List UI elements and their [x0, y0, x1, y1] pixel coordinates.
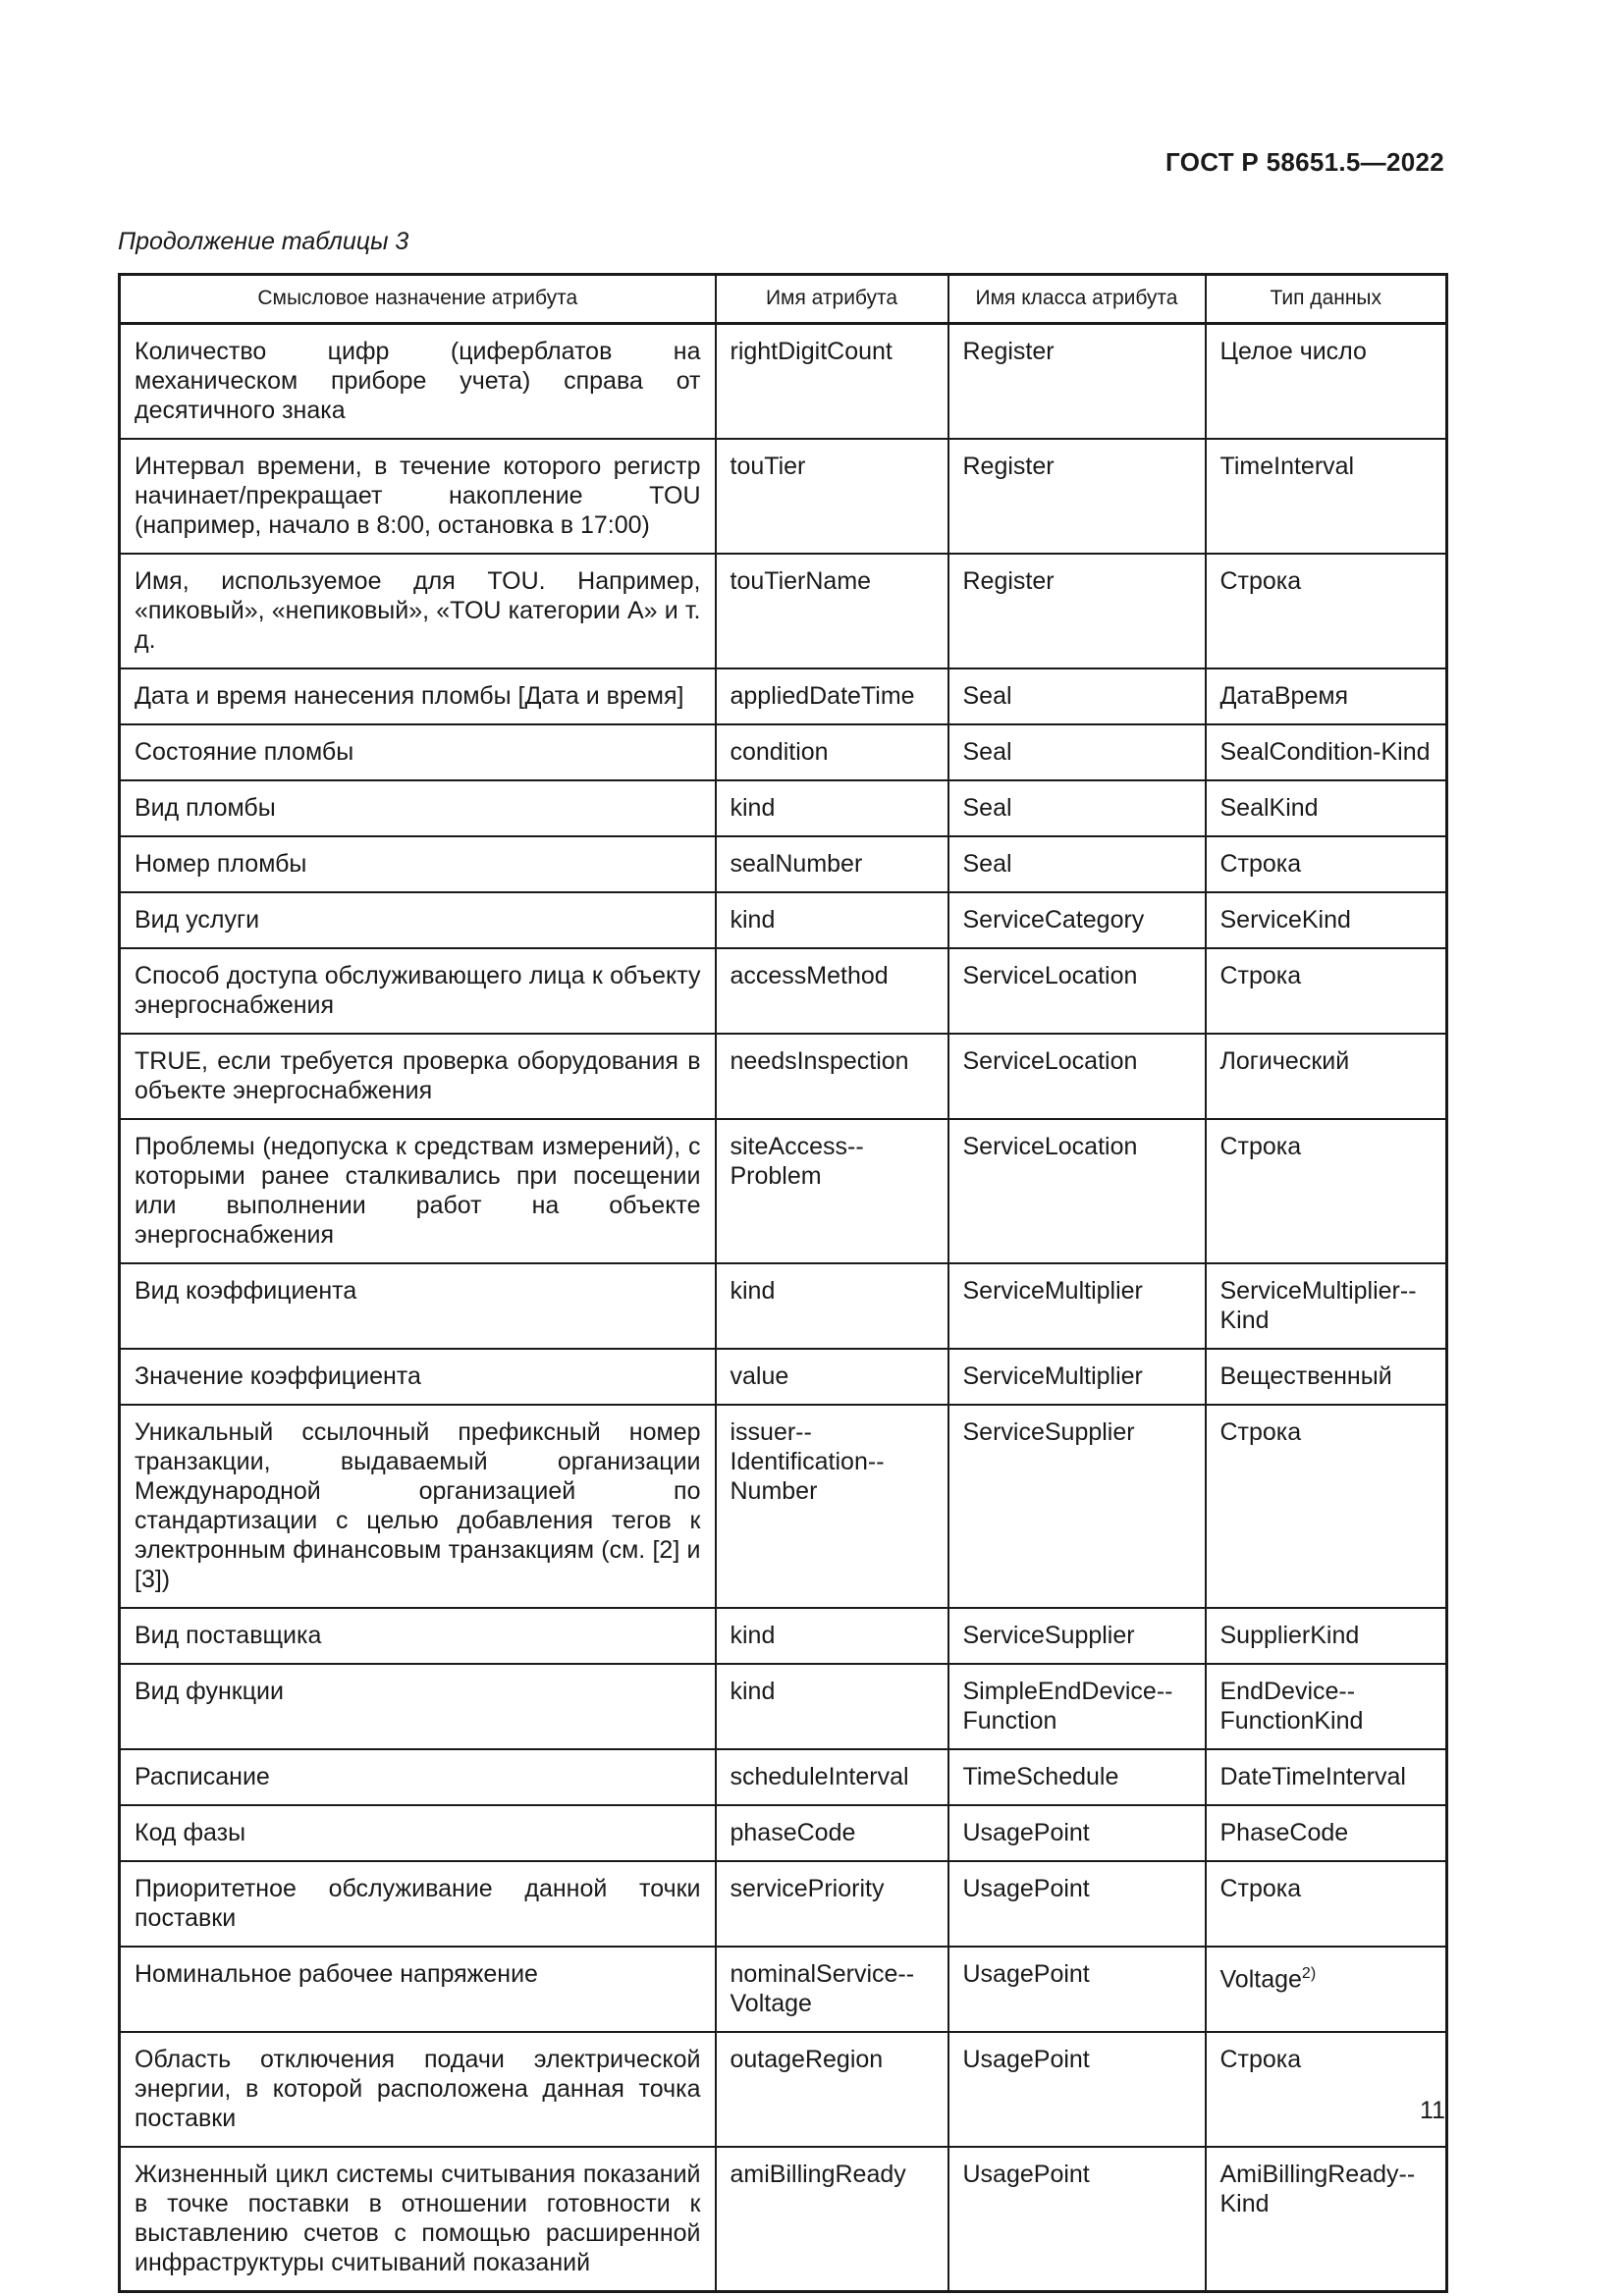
- cell-attribute-name: [716, 836, 948, 892]
- cell-attribute-purpose-text: Интервал времени, в течение которого регистр начинает/прекращает накопление TOU (например, начало в 8:00, остановка в 17:00): [135, 453, 701, 539]
- cell-data-type-text: Строка: [1219, 962, 1302, 989]
- table-row: [120, 892, 1447, 948]
- cell-attribute-purpose-text: Состояние пломбы: [135, 738, 354, 766]
- header-attribute-name: Имя атрибута: [716, 275, 948, 324]
- cell-data-type: [1206, 554, 1447, 668]
- table-row: [120, 724, 1447, 780]
- cell-attribute-purpose: [120, 1664, 716, 1749]
- cell-attribute-purpose-text: Приоритетное обслуживание данной точки поставки: [135, 1875, 701, 1932]
- cell-attribute-purpose: [120, 1119, 716, 1263]
- cell-attribute-purpose-text: Вид пломбы: [135, 794, 276, 822]
- cell-attribute-name: [716, 1405, 948, 1608]
- cell-attribute-name: [716, 1608, 948, 1664]
- cell-attribute-name: [716, 1805, 948, 1861]
- cell-attribute-purpose: [120, 836, 716, 892]
- cell-data-type-text: Строка: [1219, 850, 1302, 878]
- cell-attribute-class-text: UsagePoint: [962, 1960, 1090, 1988]
- cell-attribute-class-text: Seal: [962, 850, 1012, 878]
- cell-data-type: [1206, 1664, 1447, 1749]
- cell-attribute-name-text: accessMethod: [730, 962, 889, 989]
- cell-attribute-purpose-text: Область отключения подачи электрической энергии, в которой расположена данная точка поставки: [135, 2046, 701, 2132]
- cell-attribute-purpose: [120, 1405, 716, 1608]
- cell-attribute-purpose: [120, 1263, 716, 1349]
- cell-attribute-purpose: [120, 554, 716, 668]
- cell-data-type: [1206, 892, 1447, 948]
- cell-attribute-purpose: [120, 439, 716, 554]
- cell-attribute-class: [948, 668, 1206, 724]
- cell-attribute-name: [716, 668, 948, 724]
- cell-data-type-text: TimeInterval: [1219, 453, 1355, 480]
- cell-attribute-purpose-text: TRUE, если требуется проверка оборудования в объекте энергоснабжения: [135, 1047, 701, 1104]
- cell-attribute-purpose: [120, 2147, 716, 2292]
- table-row: [120, 2147, 1447, 2292]
- cell-data-type-text: AmiBillingReady-Kind: [1219, 2161, 1416, 2217]
- cell-attribute-class: [948, 1034, 1206, 1119]
- cell-attribute-name: [716, 724, 948, 780]
- cell-attribute-purpose-text: Вид функции: [135, 1678, 284, 1705]
- cell-data-type-text: Вещественный: [1219, 1362, 1392, 1390]
- cell-attribute-name: [716, 324, 948, 440]
- document-code: ГОСТ Р 58651.5—2022: [1165, 147, 1444, 177]
- cell-attribute-name: [716, 1861, 948, 1947]
- cell-data-type: [1206, 324, 1447, 440]
- cell-attribute-purpose: [120, 1947, 716, 2032]
- cell-attribute-purpose: [120, 1349, 716, 1405]
- cell-attribute-name-text: kind: [730, 1622, 776, 1649]
- cell-attribute-purpose: [120, 668, 716, 724]
- table-continuation-label: Продолжение таблицы 3: [118, 228, 409, 255]
- cell-attribute-purpose: [120, 1749, 716, 1805]
- cell-attribute-purpose: [120, 1861, 716, 1947]
- cell-attribute-purpose-text: Вид коэффициента: [135, 1277, 357, 1305]
- cell-attribute-class: [948, 1805, 1206, 1861]
- cell-attribute-purpose: [120, 2032, 716, 2147]
- cell-data-type: [1206, 1947, 1447, 2032]
- cell-attribute-name: [716, 1349, 948, 1405]
- cell-attribute-class: [948, 836, 1206, 892]
- cell-attribute-class: [948, 1749, 1206, 1805]
- cell-attribute-purpose-text: Уникальный ссылочный префиксный номер транзакции, выдаваемый организации Международной организацией по стандартизации с целью добавления тегов к электронным финансовым транзакциям (см. [2] и [3]): [135, 1418, 701, 1593]
- table-body: [120, 324, 1447, 2292]
- cell-data-type: [1206, 1805, 1447, 1861]
- cell-attribute-purpose-text: Вид поставщика: [135, 1622, 322, 1649]
- cell-data-type-text: ServiceKind: [1219, 906, 1351, 934]
- cell-attribute-class: [948, 1119, 1206, 1263]
- cell-attribute-class-text: SimpleEndDevice-Function: [962, 1678, 1173, 1735]
- page-number: 11: [1420, 2097, 1445, 2124]
- cell-attribute-purpose: [120, 948, 716, 1034]
- cell-attribute-name-text: scheduleInterval: [730, 1763, 909, 1790]
- table-row: [120, 1263, 1447, 1349]
- table-row: [120, 1349, 1447, 1405]
- cell-attribute-name: [716, 1119, 948, 1263]
- cell-attribute-purpose-text: Имя, используемое для TOU. Например, «пиковый», «непиковый», «TOU категории A» и т. д.: [135, 567, 701, 654]
- table-row: [120, 439, 1447, 554]
- cell-attribute-purpose: [120, 780, 716, 836]
- cell-data-type-text: Логический: [1219, 1047, 1350, 1075]
- cell-attribute-purpose-text: Номинальное рабочее напряжение: [135, 1960, 538, 1988]
- cell-data-type-text: ДатаВремя: [1219, 682, 1349, 710]
- cell-data-type: [1206, 780, 1447, 836]
- cell-attribute-name-text: condition: [730, 738, 829, 766]
- cell-attribute-class-text: Register: [962, 453, 1055, 480]
- cell-attribute-class: [948, 1263, 1206, 1349]
- cell-data-type: [1206, 724, 1447, 780]
- cell-data-type-text: Строка: [1219, 2046, 1302, 2073]
- cell-data-type: [1206, 1349, 1447, 1405]
- table-row: [120, 554, 1447, 668]
- cell-attribute-class-text: ServiceCategory: [962, 906, 1145, 934]
- cell-attribute-purpose: [120, 1034, 716, 1119]
- cell-data-type: [1206, 1119, 1447, 1263]
- table-row: [120, 1947, 1447, 2032]
- cell-attribute-class-text: Seal: [962, 682, 1012, 710]
- cell-data-type-text: Строка: [1219, 1418, 1302, 1446]
- cell-attribute-class-text: UsagePoint: [962, 2046, 1090, 2073]
- cell-attribute-purpose: [120, 1805, 716, 1861]
- cell-data-type: [1206, 1608, 1447, 1664]
- cell-data-type-text: ServiceMultiplier-Kind: [1219, 1277, 1417, 1334]
- header-attribute-class: Имя класса атрибута: [948, 275, 1206, 324]
- cell-attribute-purpose-text: Значение коэффициента: [135, 1362, 421, 1390]
- table-row: [120, 1861, 1447, 1947]
- cell-attribute-purpose-text: Способ доступа обслуживающего лица к объекту энергоснабжения: [135, 962, 701, 1019]
- cell-data-type-text: Строка: [1219, 1875, 1302, 1902]
- table-row: [120, 1034, 1447, 1119]
- cell-data-type-text: PhaseCode: [1219, 1819, 1349, 1846]
- cell-attribute-name: [716, 1034, 948, 1119]
- cell-attribute-name-text: siteAccess-Problem: [730, 1133, 864, 1190]
- table-row: [120, 1608, 1447, 1664]
- cell-attribute-name-text: nominalService-Voltage: [730, 1960, 915, 2017]
- table-row: [120, 1664, 1447, 1749]
- cell-attribute-name-text: needsInspection: [730, 1047, 909, 1075]
- cell-attribute-name-text: servicePriority: [730, 1875, 885, 1902]
- cell-data-type-text: DateTimeInterval: [1219, 1763, 1406, 1790]
- cell-attribute-purpose-text: Дата и время нанесения пломбы [Дата и время]: [135, 682, 684, 710]
- table-row: [120, 2032, 1447, 2147]
- cell-attribute-purpose: [120, 724, 716, 780]
- header-data-type: Тип данных: [1206, 275, 1447, 324]
- cell-attribute-purpose: [120, 892, 716, 948]
- cell-attribute-name: [716, 2032, 948, 2147]
- table-row: [120, 1749, 1447, 1805]
- cell-attribute-class: [948, 1349, 1206, 1405]
- table-row: [120, 1405, 1447, 1608]
- cell-data-type-text: SealCondition-Kind: [1219, 738, 1431, 766]
- cell-data-type-text: Voltage: [1219, 1965, 1302, 1994]
- cell-attribute-purpose-text: Проблемы (недопуска к средствам измерений), с которыми ранее сталкивались при посещении или выполнении работ на объекте энергоснабжения: [135, 1133, 701, 1249]
- cell-attribute-class: [948, 439, 1206, 554]
- cell-attribute-class-text: ServiceLocation: [962, 1133, 1138, 1160]
- cell-data-type-text: Целое число: [1219, 338, 1367, 365]
- cell-attribute-class: [948, 2147, 1206, 2292]
- cell-attribute-name-text: sealNumber: [730, 850, 863, 878]
- table-header-row: [120, 275, 1447, 324]
- cell-attribute-class-text: UsagePoint: [962, 2161, 1090, 2188]
- cell-attribute-name: [716, 892, 948, 948]
- cell-data-type: [1206, 1861, 1447, 1947]
- cell-attribute-purpose-text: Количество цифр (циферблатов на механическом приборе учета) справа от десятичного знака: [135, 338, 701, 424]
- cell-data-type-text: SealKind: [1219, 794, 1319, 822]
- cell-data-type: [1206, 2147, 1447, 2292]
- cell-attribute-class: [948, 948, 1206, 1034]
- table-row: [120, 1805, 1447, 1861]
- cell-attribute-class: [948, 1861, 1206, 1947]
- attribute-table: [118, 273, 1448, 2293]
- cell-attribute-name: [716, 439, 948, 554]
- table-row: [120, 324, 1447, 440]
- cell-attribute-class-text: UsagePoint: [962, 1875, 1090, 1902]
- cell-attribute-class-text: ServiceSupplier: [962, 1622, 1135, 1649]
- cell-attribute-name-text: phaseCode: [730, 1819, 856, 1846]
- cell-attribute-name-text: amiBillingReady: [730, 2161, 906, 2188]
- cell-attribute-name: [716, 1947, 948, 2032]
- table-row: [120, 836, 1447, 892]
- table-row: [120, 668, 1447, 724]
- table-row: [120, 780, 1447, 836]
- cell-attribute-purpose-text: Расписание: [135, 1763, 270, 1790]
- cell-data-type-text: Строка: [1219, 567, 1302, 595]
- cell-attribute-class-text: ServiceLocation: [962, 1047, 1138, 1075]
- cell-attribute-name-text: kind: [730, 794, 776, 822]
- table-row: [120, 948, 1447, 1034]
- cell-attribute-class: [948, 724, 1206, 780]
- cell-attribute-purpose-text: Номер пломбы: [135, 850, 307, 878]
- cell-attribute-name-text: rightDigitCount: [730, 338, 893, 365]
- cell-attribute-class: [948, 892, 1206, 948]
- cell-attribute-name-text: value: [730, 1362, 789, 1390]
- cell-attribute-class-text: Register: [962, 338, 1055, 365]
- cell-attribute-class-text: UsagePoint: [962, 1819, 1090, 1846]
- cell-attribute-class: [948, 1405, 1206, 1608]
- cell-attribute-class-text: Register: [962, 567, 1055, 595]
- cell-data-type: [1206, 1749, 1447, 1805]
- header-purpose: Смысловое назначение атрибута: [120, 275, 716, 324]
- cell-attribute-class-text: Seal: [962, 794, 1012, 822]
- cell-attribute-name: [716, 780, 948, 836]
- cell-attribute-class-text: Seal: [962, 738, 1012, 766]
- cell-attribute-class: [948, 2032, 1206, 2147]
- cell-attribute-name-text: kind: [730, 906, 776, 934]
- cell-attribute-name-text: touTierName: [730, 567, 872, 595]
- cell-data-type: [1206, 1034, 1447, 1119]
- cell-attribute-class: [948, 1664, 1206, 1749]
- table-row: [120, 1119, 1447, 1263]
- cell-data-type: [1206, 1405, 1447, 1608]
- cell-attribute-name: [716, 554, 948, 668]
- cell-data-type: [1206, 439, 1447, 554]
- cell-attribute-class-text: ServiceMultiplier: [962, 1362, 1143, 1390]
- cell-attribute-class-text: ServiceLocation: [962, 962, 1138, 989]
- cell-attribute-class-text: TimeSchedule: [962, 1763, 1119, 1790]
- cell-attribute-name-text: issuer-Identification-Number: [730, 1418, 885, 1505]
- cell-attribute-class: [948, 780, 1206, 836]
- cell-attribute-purpose: [120, 324, 716, 440]
- cell-attribute-name-text: kind: [730, 1277, 776, 1305]
- cell-attribute-name-text: outageRegion: [730, 2046, 884, 2073]
- cell-data-type: [1206, 948, 1447, 1034]
- cell-attribute-purpose-text: Вид услуги: [135, 906, 260, 934]
- cell-attribute-class-text: ServiceSupplier: [962, 1418, 1135, 1446]
- cell-data-type-text: Строка: [1219, 1133, 1302, 1160]
- cell-attribute-name: [716, 1749, 948, 1805]
- cell-data-type: [1206, 2032, 1447, 2147]
- cell-attribute-name: [716, 948, 948, 1034]
- cell-data-type: [1206, 1263, 1447, 1349]
- cell-data-type: [1206, 836, 1447, 892]
- cell-attribute-name: [716, 1664, 948, 1749]
- cell-data-type: [1206, 668, 1447, 724]
- cell-attribute-name: [716, 2147, 948, 2292]
- cell-data-type-text: SupplierKind: [1219, 1622, 1360, 1649]
- cell-attribute-class: [948, 554, 1206, 668]
- cell-attribute-class-text: ServiceMultiplier: [962, 1277, 1143, 1305]
- cell-attribute-purpose-text: Жизненный цикл системы считывания показаний в точке поставки в отношении готовности к выставлению счетов с помощью расширенной инфраструктуры считываний показаний: [135, 2161, 701, 2276]
- cell-attribute-class: [948, 324, 1206, 440]
- cell-attribute-purpose: [120, 1608, 716, 1664]
- cell-attribute-purpose-text: Код фазы: [135, 1819, 246, 1846]
- cell-attribute-class: [948, 1947, 1206, 2032]
- cell-attribute-name-text: appliedDateTime: [730, 682, 915, 710]
- cell-attribute-name-text: kind: [730, 1678, 776, 1705]
- cell-attribute-name: [716, 1263, 948, 1349]
- cell-attribute-name-text: touTier: [730, 453, 806, 480]
- cell-data-type-text: EndDevice-FunctionKind: [1219, 1678, 1364, 1735]
- cell-attribute-class: [948, 1608, 1206, 1664]
- footnote-reference: 2): [1301, 1965, 1317, 1982]
